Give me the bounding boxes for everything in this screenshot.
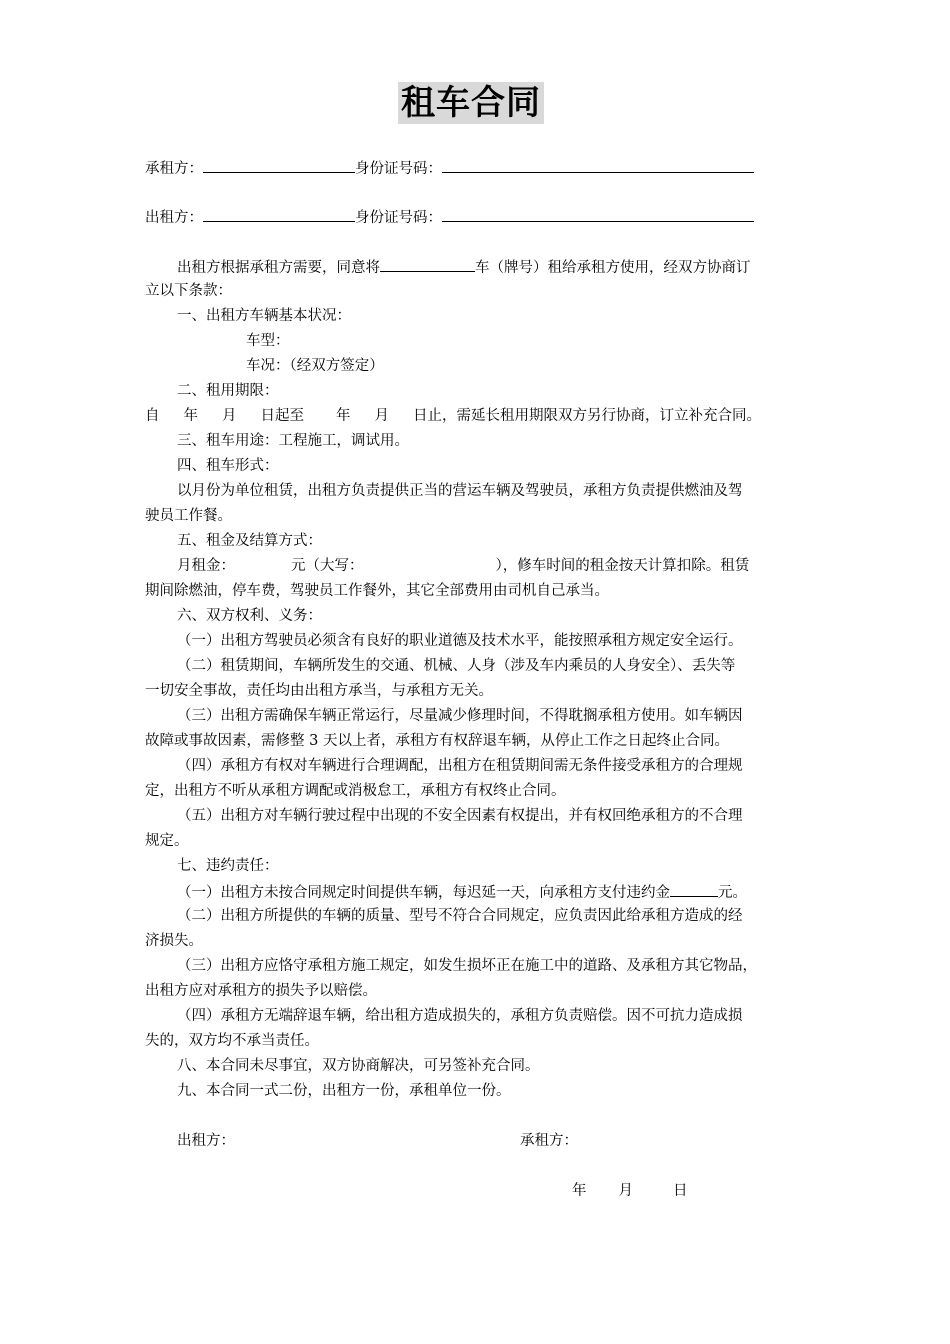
document-title: 租车合同 (398, 82, 544, 124)
lessee-name-blank[interactable] (203, 155, 355, 173)
date-day: 日 (673, 1183, 688, 1199)
lessee-id-blank[interactable] (442, 155, 754, 173)
intro-line-1 (177, 254, 751, 281)
vehicle-blank[interactable] (380, 254, 475, 272)
section-6-clause-2a: （二）租赁期间，车辆所发生的交通、机械、人身（涉及车内乘员的人身安全）、丢失等 (177, 658, 736, 674)
lessee-line (145, 155, 754, 182)
section-7-clause-3b: 出租方应对承租方的损失予以赔偿。 (145, 983, 377, 999)
period-day-from: 日起至 (260, 408, 304, 424)
section-4-line-1: 以月份为单位租赁，出租方负责提供正当的营运车辆及驾驶员，承租方负责提供燃油及驾 (177, 483, 743, 499)
lessor-id-blank[interactable] (442, 204, 754, 222)
section-7-heading: 七、违约责任： (177, 858, 279, 874)
period-month-2: 月 (374, 408, 389, 424)
section-6-clause-4a: （四）承租方有权对车辆进行合理调配，出租方在租赁期间需无条件接受承租方的合理规 (177, 758, 743, 774)
date-month: 月 (618, 1183, 633, 1199)
section-8: 八、本合同未尽事宜，双方协商解决，可另签补充合同。 (177, 1058, 540, 1074)
lessor-line (145, 204, 754, 231)
section-1-heading: 一、出租方车辆基本状况： (177, 308, 351, 324)
section-6-clause-3b: 故障或事故因素，需修整 3 天以上者，承租方有权辞退车辆，从停止工作之日起终止合同。 (145, 733, 729, 749)
lessor-label: 出租方： (145, 210, 203, 226)
section-9: 九、本合同一式二份，出租方一份，承租单位一份。 (177, 1083, 511, 1099)
section-6-heading: 六、双方权利、义务： (177, 608, 322, 624)
intro-text-2: 车（牌号）租给承租方使用，经双方协商订 (475, 260, 751, 276)
section-6-clause-5a: （五）出租方对车辆行驶过程中出现的不安全因素有权提出，并有权回绝承租方的不合理 (177, 808, 743, 824)
section-7-clause-1 (177, 879, 747, 906)
rent-yuan: 元（大写： (291, 558, 364, 574)
lessee-label: 承租方： (145, 161, 203, 177)
period-from: 自 (145, 408, 160, 424)
section-6-clause-3a: （三）出租方需确保车辆正常运行，尽量减少修理时间，不得耽搁承租方使用。如车辆因 (177, 708, 743, 724)
section-7-clause-3a: （三）出租方应恪守承租方施工规定，如发生损坏正在施工中的道路、及承租方其它物品， (177, 958, 757, 974)
penalty-text: （一）出租方未按合同规定时间提供车辆，每迟延一天，向承租方支付违约金 (177, 885, 670, 901)
rent-after: ），修车时间的租金按天计算扣除。租赁 (495, 558, 750, 574)
section-7-clause-4b: 失的，双方均不承当责任。 (145, 1033, 319, 1049)
period-year-2: 年 (336, 408, 351, 424)
date-year: 年 (572, 1183, 587, 1199)
section-7-clause-2b: 济损失。 (145, 933, 203, 949)
period-month: 月 (222, 408, 237, 424)
lessor-id-label: 身份证号码： (355, 210, 442, 226)
lessee-signature-label: 承租方： (520, 1133, 578, 1149)
section-7-clause-2a: （二）出租方所提供的车辆的质量、型号不符合合同规定，应负责因此给承租方造成的经 (177, 908, 743, 924)
section-4-line-2: 驶员工作餐。 (145, 508, 232, 524)
lessee-id-label: 身份证号码： (355, 161, 442, 177)
section-7-clause-4a: （四）承租方无端辞退车辆，给出租方造成损失的，承租方负责赔偿。因不可抗力造成损 (177, 1008, 743, 1024)
section-6-clause-5b: 规定。 (145, 833, 189, 849)
penalty-unit: 元。 (718, 885, 747, 901)
rental-period-line (145, 404, 761, 429)
period-year: 年 (183, 408, 198, 424)
section-5-line-2: 期间除燃油，停车费，驾驶员工作餐外，其它全部费用由司机自己承当。 (145, 583, 609, 599)
rent-label: 月租金： (177, 558, 235, 574)
section-4-heading: 四、租车形式： (177, 458, 279, 474)
period-tail: 日止，需延长租用期限双方另行协商，订立补充合同。 (413, 408, 761, 424)
intro-text-1: 出租方根据承租方需要，同意将 (177, 260, 380, 276)
monthly-rent-line (177, 554, 749, 579)
section-5-heading: 五、租金及结算方式： (177, 533, 322, 549)
section-3-heading: 三、租车用途：工程施工，调试用。 (177, 433, 409, 449)
lessor-signature-label: 出租方： (177, 1133, 235, 1149)
section-6-clause-2b: 一切安全事故，责任均由出租方承当，与承租方无关。 (145, 683, 493, 699)
vehicle-condition: 车况：（经双方签定） (246, 358, 384, 374)
section-6-clause-4b: 定，出租方不听从承租方调配或消极怠工，承租方有权终止合同。 (145, 783, 566, 799)
intro-line-2: 立以下条款： (145, 283, 232, 299)
section-6-clause-1: （一）出租方驾驶员必须含有良好的职业道德及技术水平，能按照承租方规定安全运行。 (177, 633, 743, 649)
penalty-amount-blank[interactable] (670, 879, 718, 897)
vehicle-model: 车型： (246, 333, 290, 349)
lessor-name-blank[interactable] (203, 204, 355, 222)
section-2-heading: 二、租用期限： (177, 383, 279, 399)
signature-date (572, 1179, 688, 1204)
